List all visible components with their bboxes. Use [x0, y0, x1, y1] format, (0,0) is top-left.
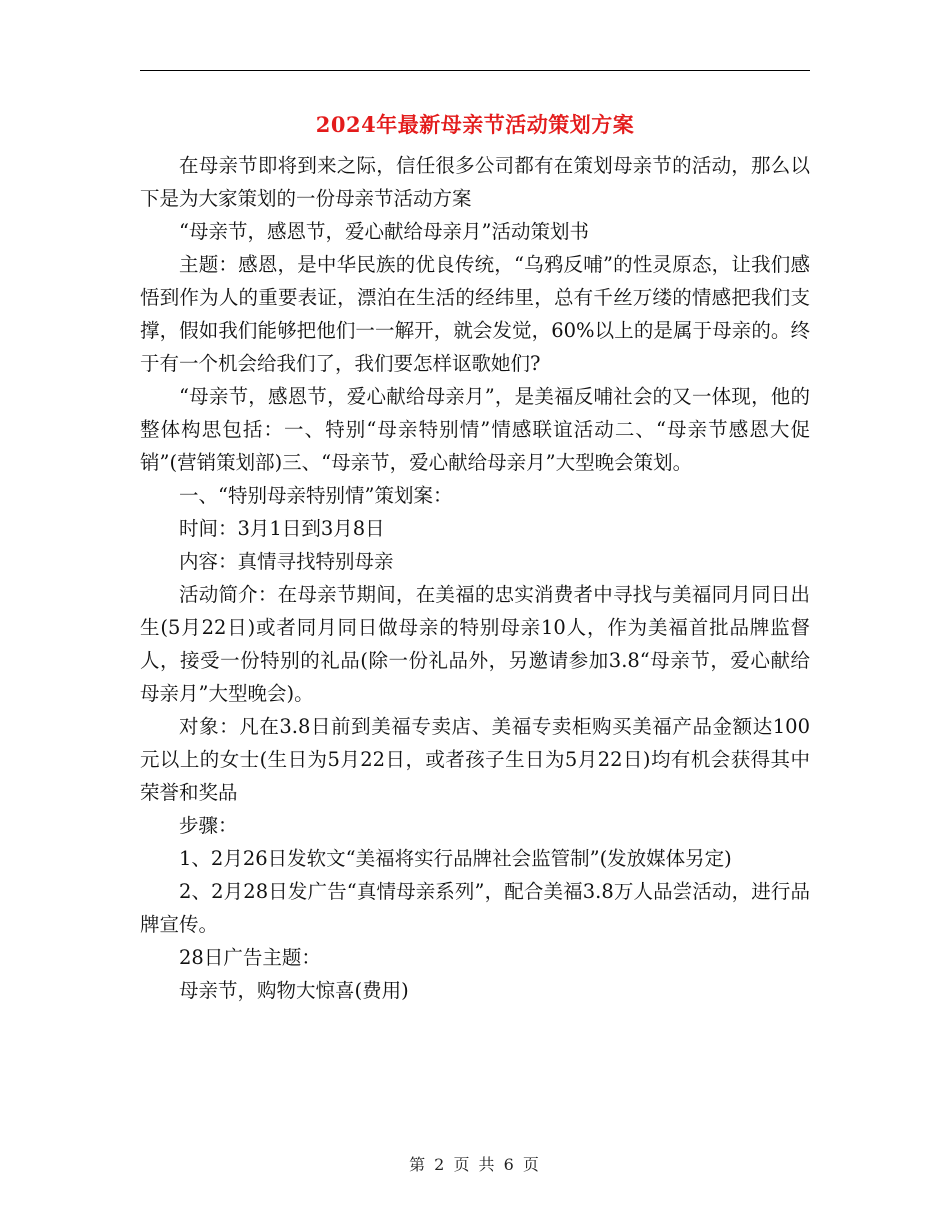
paragraph-ad-theme: 28日广告主题：	[179, 946, 321, 969]
paragraph-section-one: 一、“特别母亲特别情”策划案：	[179, 484, 453, 507]
paragraph-step-1: 1、2月26日发软文“美福将实行品牌社会监管制”(发放媒体另定)	[179, 847, 732, 870]
paragraph-steps: 步骤：	[179, 814, 238, 837]
paragraph-content: 内容：真情寻找特别母亲	[179, 550, 394, 573]
paragraph-ad-slogan: 母亲节，购物大惊喜(费用)	[179, 979, 409, 1002]
document-body	[140, 149, 810, 1007]
page-number: 第 2 页 共 6 页	[409, 1155, 541, 1174]
header-rule	[140, 70, 810, 71]
paragraph-intro: 在母亲节即将到来之际，信任很多公司都有在策划母亲节的活动，那么以下是为大家策划的一份母亲节活动方案	[140, 154, 810, 210]
paragraph-activity-intro: 活动简介：在母亲节期间，在美福的忠实消费者中寻找与美福同月同日出生(5月22日)或者同月同日做母亲的特别母亲10人，作为美福首批品牌监督人，接受一份特别的礼品(除一份礼品外，另邀请参加3.8“母亲节，爱心献给母亲月”大型晚会)。	[140, 583, 810, 705]
paragraph-target: 对象：凡在3.8日前到美福专卖店、美福专卖柜购买美福产品金额达100元以上的女士(生日为5月22日，或者孩子生日为5月22日)均有机会获得其中荣誉和奖品	[140, 715, 810, 804]
paragraph-plan-name: “母亲节，感恩节，爱心献给母亲月”活动策划书	[179, 220, 589, 243]
document-title: 2024年最新母亲节活动策划方案	[315, 112, 635, 137]
paragraph-step-2: 2、2月28日发广告“真情母亲系列”，配合美福3.8万人品尝活动，进行品牌宣传。	[140, 880, 810, 936]
paragraph-overview: “母亲节，感恩节，爱心献给母亲月”，是美福反哺社会的又一体现，他的整体构思包括：一、特别“母亲特别情”情感联谊活动二、“母亲节感恩大促销”(营销策划部)三、“母亲节，爱心献给母亲月”大型晚会策划。	[140, 385, 810, 474]
paragraph-theme: 主题：感恩，是中华民族的优良传统，“乌鸦反哺”的性灵原态，让我们感悟到作为人的重要表证，漂泊在生活的经纬里，总有千丝万缕的情感把我们支撑，假如我们能够把他们一一解开，就会发觉，60%以上的是属于母亲的。终于有一个机会给我们了，我们要怎样讴歌她们?	[140, 253, 810, 375]
paragraph-time: 时间：3月1日到3月8日	[179, 517, 385, 540]
